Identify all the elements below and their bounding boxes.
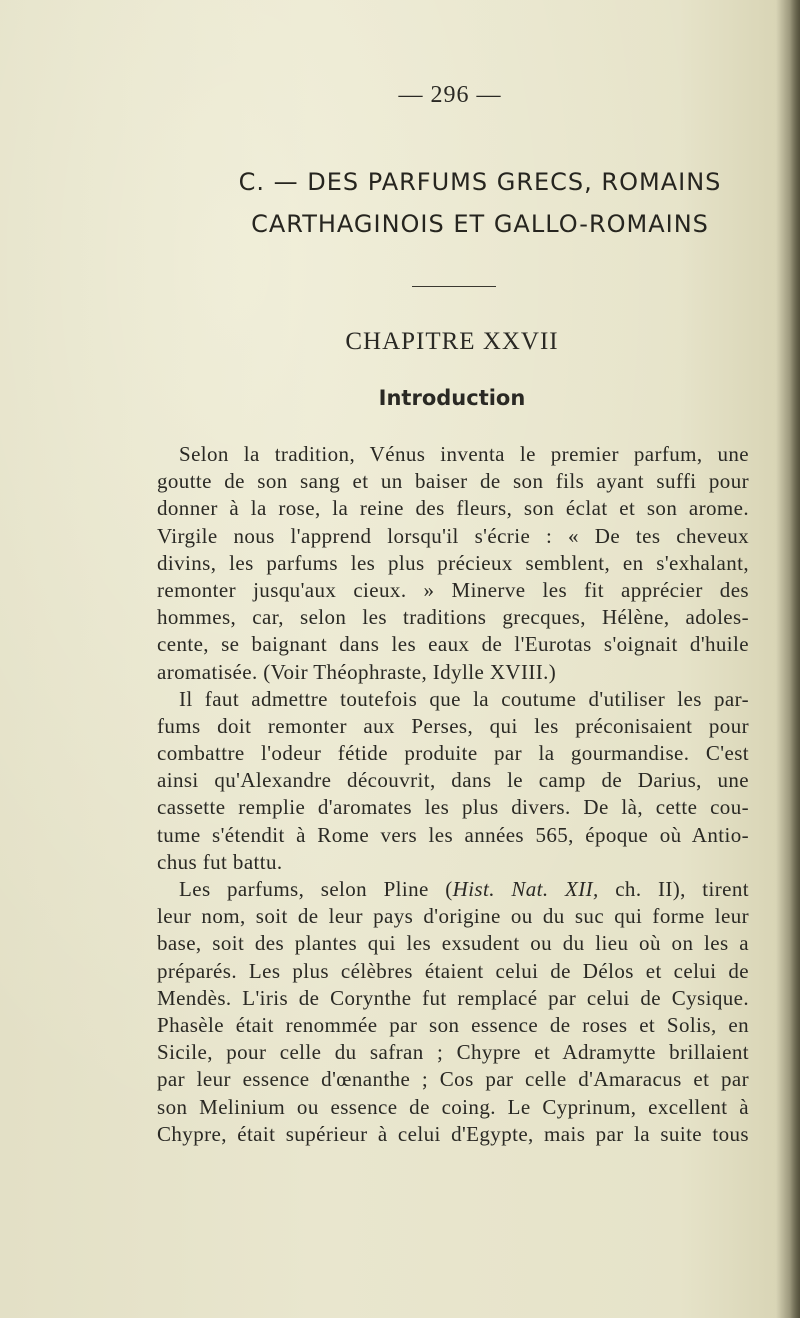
paragraph-3-line: Phasèle était renommée par son essence de roses et Solis, en bbox=[157, 1012, 749, 1037]
paragraph-1-line: divins, les parfums les plus précieux semblent, en s'exhalant, bbox=[157, 550, 749, 575]
paragraph-1-line: goutte de son sang et un baiser de son fils ayant suffi pour bbox=[157, 469, 749, 494]
section-heading: Introduction bbox=[378, 386, 526, 410]
paragraph-1-line: Virgile nous l'apprend lorsqu'il s'écrie : « De tes cheveux bbox=[157, 523, 749, 548]
section-title-line-2: CARTHAGINOIS ET GALLO-ROMAINS bbox=[251, 210, 709, 238]
paragraph-2-line: ainsi qu'Alexandre découvrit, dans le camp de Darius, une bbox=[157, 768, 749, 793]
paragraph-3-line: préparés. Les plus célèbres étaient celui de Délos et celui de bbox=[157, 958, 749, 983]
paragraph-3-line: Chypre, était supérieur à celui d'Egypte, mais par la suite tous bbox=[157, 1121, 749, 1146]
paragraph-3-line bbox=[157, 876, 749, 903]
paragraph-3-text: Les parfums, selon Pline ( bbox=[179, 877, 453, 901]
citation-italic: Hist. Nat. XII, bbox=[452, 877, 599, 901]
paragraph-3-line: base, soit des plantes qui les exsudent ou du lieu où on les a bbox=[157, 931, 749, 956]
page-edge-shadow bbox=[790, 0, 800, 1318]
page-number: — 296 — bbox=[398, 82, 502, 108]
paragraph-3-text: ch. II), tirent bbox=[598, 877, 749, 901]
divider-rule bbox=[412, 286, 496, 287]
paragraph-1-line: donner à la rose, la reine des fleurs, son éclat et son arome. bbox=[157, 496, 749, 521]
paragraph-1-line: remonter jusqu'aux cieux. » Minerve les fit apprécier des bbox=[157, 577, 749, 602]
paragraph-1-line: aromatisée. (Voir Théophraste, Idylle XVIII.) bbox=[157, 659, 557, 684]
paragraph-3-line: Sicile, pour celle du safran ; Chypre et Adramytte brillaient bbox=[157, 1040, 749, 1065]
paragraph-3-line: leur nom, soit de leur pays d'origine ou du suc qui forme leur bbox=[157, 904, 749, 929]
paragraph-3-line: son Melinium ou essence de coing. Le Cyprinum, excellent à bbox=[157, 1094, 749, 1119]
paragraph-2-line: fums doit remonter aux Perses, qui les préconisaient pour bbox=[157, 713, 749, 738]
paragraph-1-line: Selon la tradition, Vénus inventa le premier parfum, une bbox=[179, 442, 749, 466]
section-title-line-1: C. — DES PARFUMS GRECS, ROMAINS bbox=[238, 168, 722, 196]
paragraph-2-line: cassette remplie d'aromates les plus divers. De là, cette cou- bbox=[157, 795, 749, 820]
paragraph-2-line: combattre l'odeur fétide produite par la gourmandise. C'est bbox=[157, 741, 749, 766]
paragraph-3-line: par leur essence d'œnanthe ; Cos par celle d'Amaracus et par bbox=[157, 1067, 749, 1092]
chapter-title: CHAPITRE XXVII bbox=[345, 328, 559, 355]
body-text bbox=[157, 441, 749, 1148]
paragraph-2-line: tume s'étendit à Rome vers les années 565, époque où Antio- bbox=[157, 822, 749, 847]
paragraph-1-line: hommes, car, selon les traditions grecques, Hélène, adoles- bbox=[157, 605, 749, 630]
paragraph-3-line: Mendès. L'iris de Corynthe fut remplacé par celui de Cysique. bbox=[157, 985, 749, 1010]
paragraph-1-line: cente, se baignant dans les eaux de l'Eurotas s'oignait d'huile bbox=[157, 632, 749, 657]
paragraph-2-line: Il faut admettre toutefois que la coutume d'utiliser les par- bbox=[179, 686, 749, 711]
paragraph-2-line: chus fut battu. bbox=[157, 849, 283, 874]
